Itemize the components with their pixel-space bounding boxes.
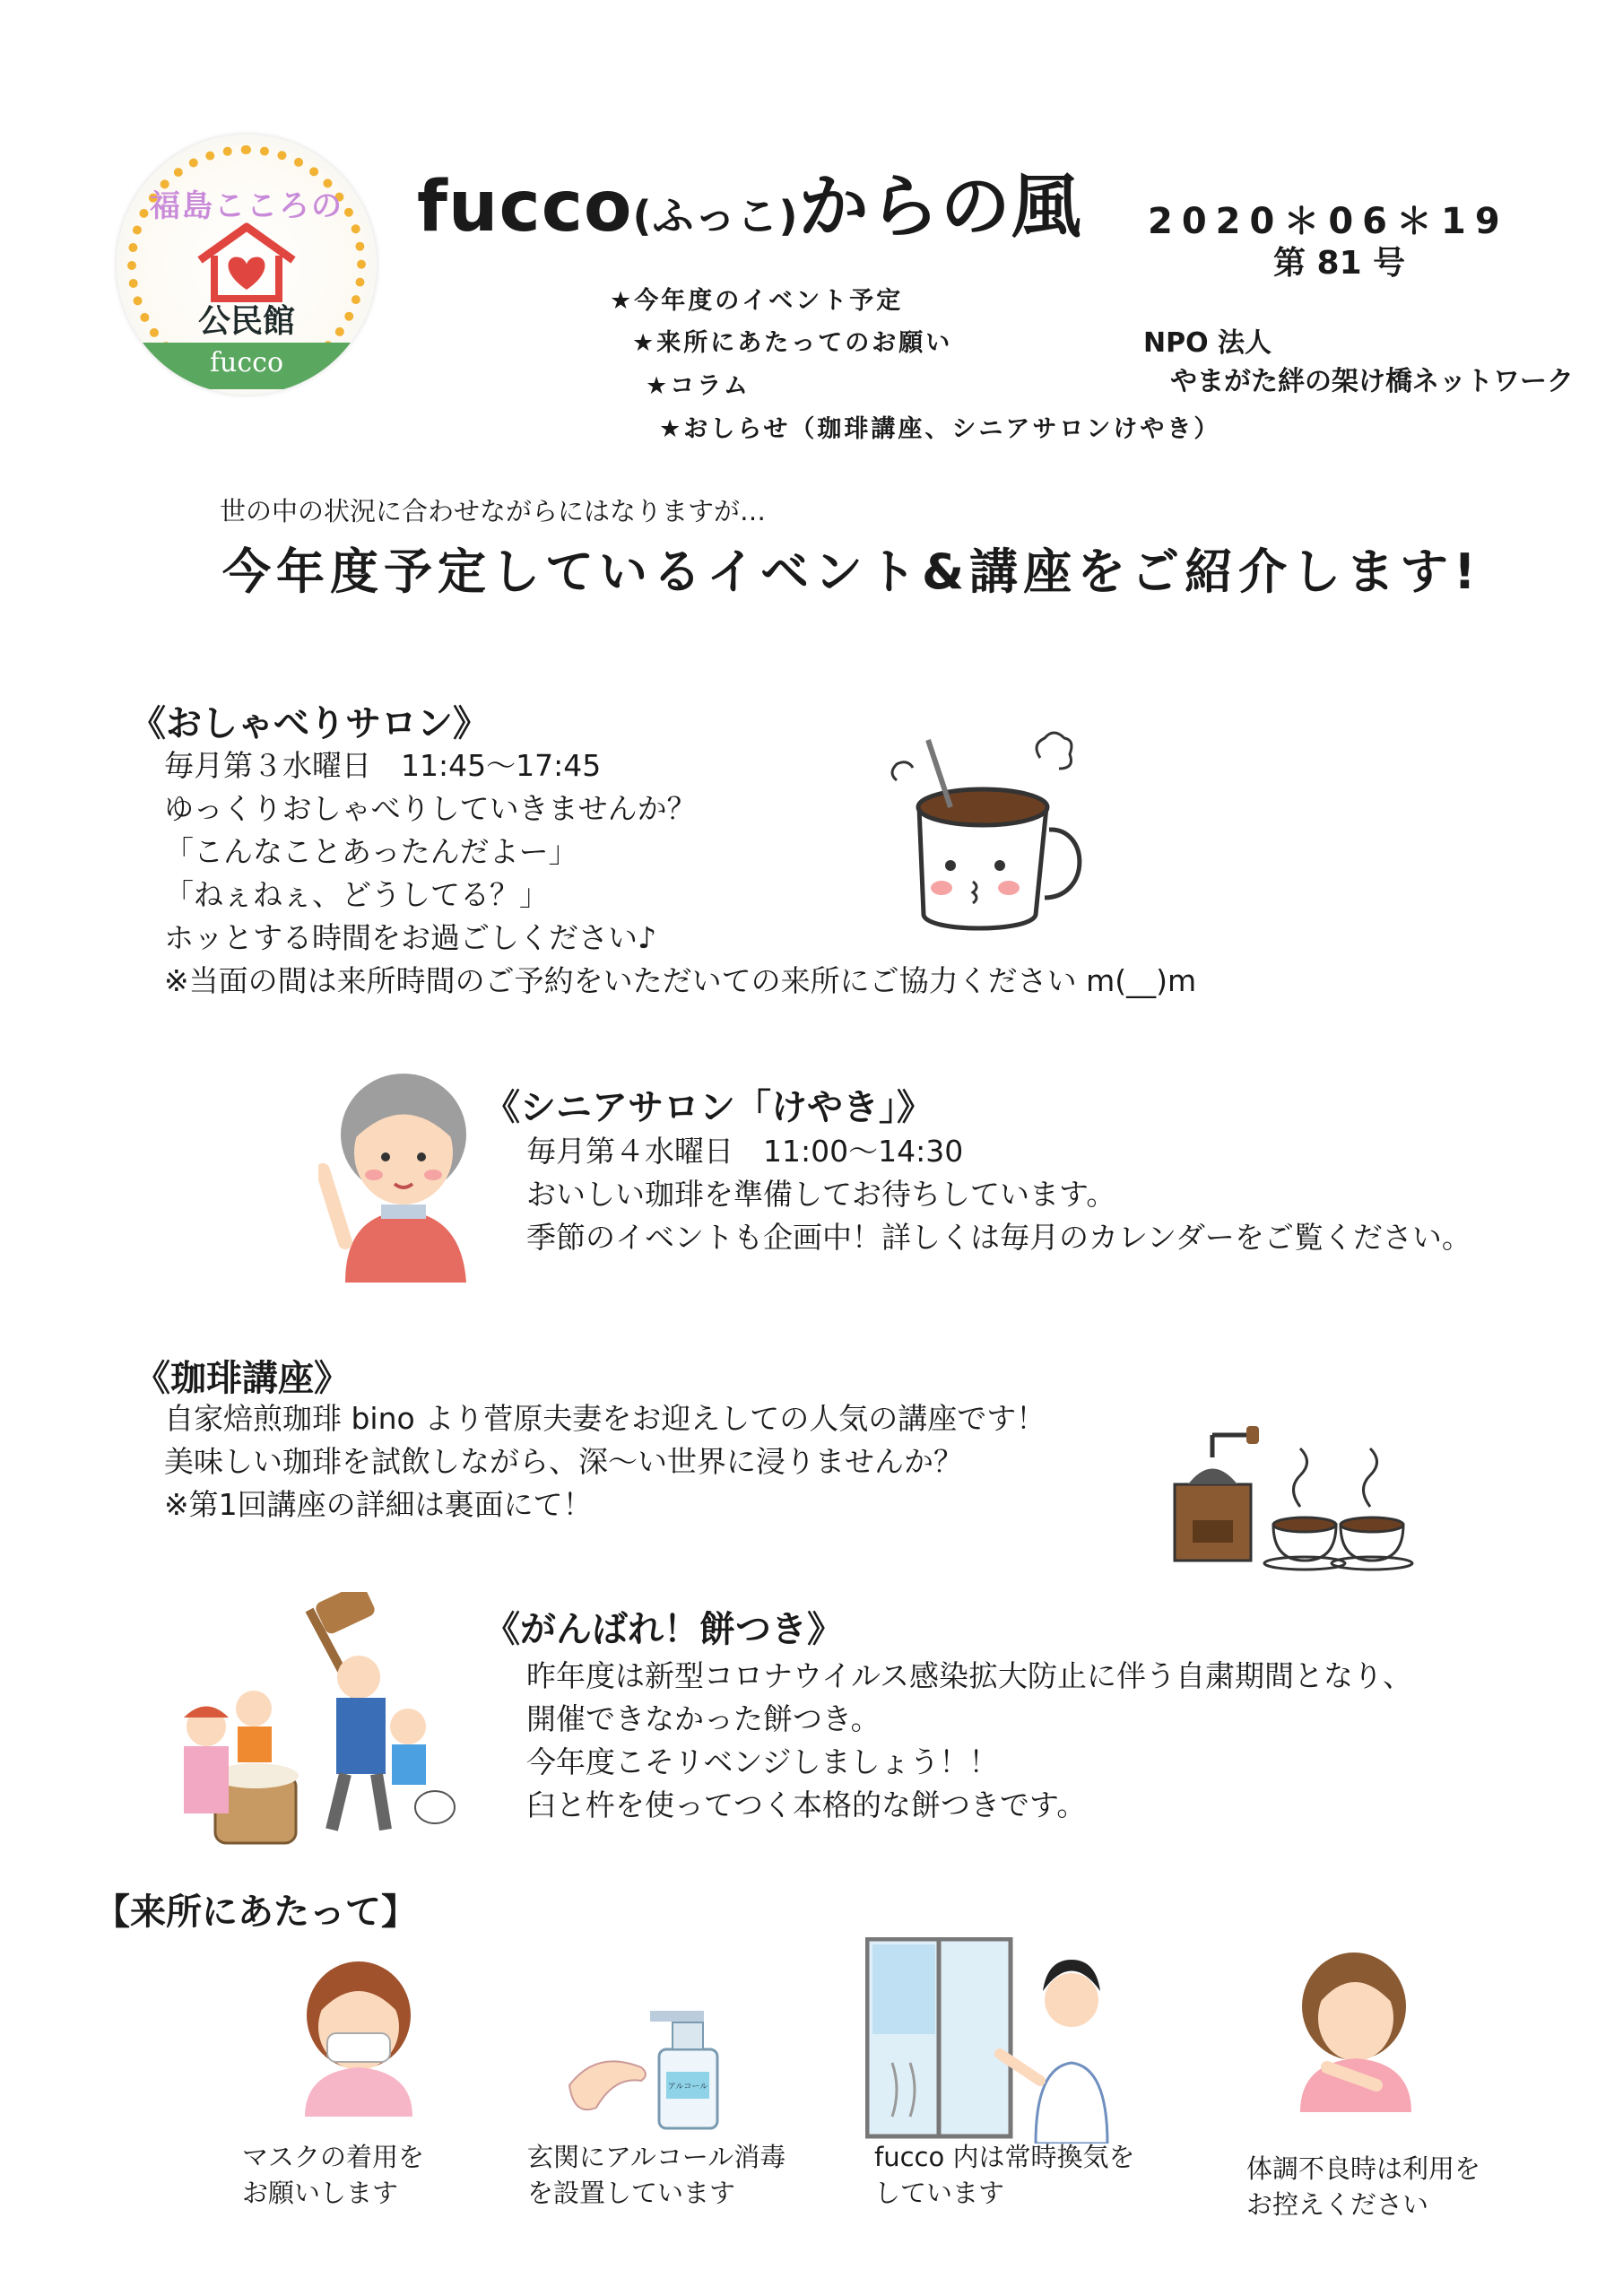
- raisho-item-alcohol: [527, 2139, 785, 2211]
- raisho-caption-line: fucco 内は常時換気を: [874, 2142, 1135, 2172]
- mochi-line: 今年度こそリベンジしましょう！！: [526, 1744, 999, 1779]
- issue-number: 第 81 号: [1273, 245, 1406, 282]
- bottle-label-text: アルコール: [667, 2083, 708, 2092]
- raisho-caption-line: 体調不良時は利用を: [1246, 2153, 1481, 2184]
- newsletter-title: [417, 151, 1082, 251]
- salon-line: ゆっくりおしゃべりしていきませんか？: [164, 791, 697, 826]
- raisho-title: 【来所にあたって】: [94, 1892, 417, 1933]
- unwell-woman-illustration: [1291, 1951, 1421, 2112]
- salon-line: 「こんなことあったんだよー」: [164, 834, 578, 869]
- coffee-title: 《珈琲講座》: [135, 1358, 350, 1399]
- keyaki-title: 《シニアサロン「けやき」》: [484, 1087, 933, 1128]
- salon-line: ※当面の間は来所時間のご予約をいただいての来所にご協力ください m(__)m: [164, 963, 1197, 998]
- coffee-line: 美味しい珈琲を試飲しながら、深～い世界に浸りませんか？: [164, 1444, 963, 1479]
- house-heart-icon: [193, 220, 300, 305]
- mochi-line: 昨年度は新型コロナウイルス感染拡大防止に伴う自粛期間となり、: [526, 1658, 1413, 1693]
- logo-top-text: 福島こころの: [150, 188, 343, 224]
- intro-headline: 今年度予定しているイベント&講座をご紹介します!: [222, 544, 1481, 600]
- keyaki-line: おいしい珈琲を準備してお待ちしています。: [526, 1177, 1116, 1212]
- logo-kominkan-text: 公民館: [197, 302, 295, 340]
- fucco-logo: [117, 135, 377, 395]
- mask-woman-illustration: [300, 1960, 417, 2117]
- coffee-line: ※第1回講座の詳細は裏面にて！: [164, 1487, 593, 1522]
- npo-name: やまがた絆の架け橋ネットワーク: [1170, 366, 1574, 397]
- toc-item: ★コラム: [646, 372, 751, 400]
- raisho-caption-line: お願いします: [242, 2178, 399, 2208]
- title-main: fucco: [417, 167, 633, 248]
- raisho-item-mask: [242, 2139, 424, 2211]
- raisho-item-unwell: [1246, 2151, 1480, 2222]
- title-paren: (ふっこ): [632, 192, 799, 240]
- toc-item: ★おしらせ（珈琲講座、シニアサロンけやき）: [659, 415, 1221, 443]
- salon-line: ホッとする時間をお過ごしください♪: [164, 920, 657, 955]
- mochi-line: 開催できなかった餅つき。: [526, 1701, 881, 1736]
- raisho-caption-line: 玄関にアルコール消毒: [527, 2142, 786, 2172]
- logo-brand-band: fucco: [135, 343, 359, 389]
- raisho-caption-line: マスクの着用を: [242, 2142, 425, 2172]
- alcohol-hand-sanitizer-illustration: [560, 2000, 731, 2130]
- coffee-line: 自家焙煎珈琲 bino より菅原夫妻をお迎えしての人気の講座です！: [164, 1401, 1046, 1436]
- senior-woman-illustration: [318, 1063, 475, 1283]
- coffee-grinder-cups-illustration: [1166, 1422, 1417, 1574]
- mochi-line: 臼と杵を使ってつく本格的な餅つきです。: [526, 1787, 1087, 1822]
- intro-lead: 世の中の状況に合わせながらにはなりますが…: [220, 496, 767, 526]
- coffee-body: [164, 1397, 1046, 1526]
- salon-line: 「ねぇねぇ、どうしてる？」: [164, 877, 549, 912]
- keyaki-body: [526, 1130, 1471, 1259]
- toc-item: ★今年度のイベント予定: [610, 287, 904, 315]
- issue-date: 2020＊06＊19: [1148, 201, 1509, 242]
- salon-line: 毎月第３水曜日 11:45～17:45: [164, 748, 602, 783]
- keyaki-line: 毎月第４水曜日 11:00～14:30: [526, 1134, 964, 1169]
- salon-title: 《おしゃべりサロン》: [130, 703, 489, 744]
- raisho-caption-line: お控えください: [1246, 2189, 1429, 2220]
- toc-item: ★来所にあたってのお願い: [632, 329, 953, 357]
- mochi-title: 《がんばれ！餅つき》: [484, 1609, 843, 1650]
- raisho-item-ventilation: [874, 2139, 1134, 2211]
- raisho-caption-line: しています: [874, 2178, 1005, 2208]
- window-ventilation-illustration: [865, 1937, 1139, 2144]
- npo-label: NPO 法人: [1143, 327, 1272, 359]
- raisho-caption-line: を設置しています: [527, 2178, 736, 2208]
- keyaki-line: 季節のイベントも企画中！詳しくは毎月のカレンダーをご覧ください。: [526, 1220, 1471, 1255]
- coffee-mug-illustration: [883, 722, 1089, 942]
- mochi-pounding-family-illustration: [148, 1592, 466, 1852]
- title-tail: からの風: [798, 167, 1082, 248]
- mochi-body: [526, 1655, 1412, 1827]
